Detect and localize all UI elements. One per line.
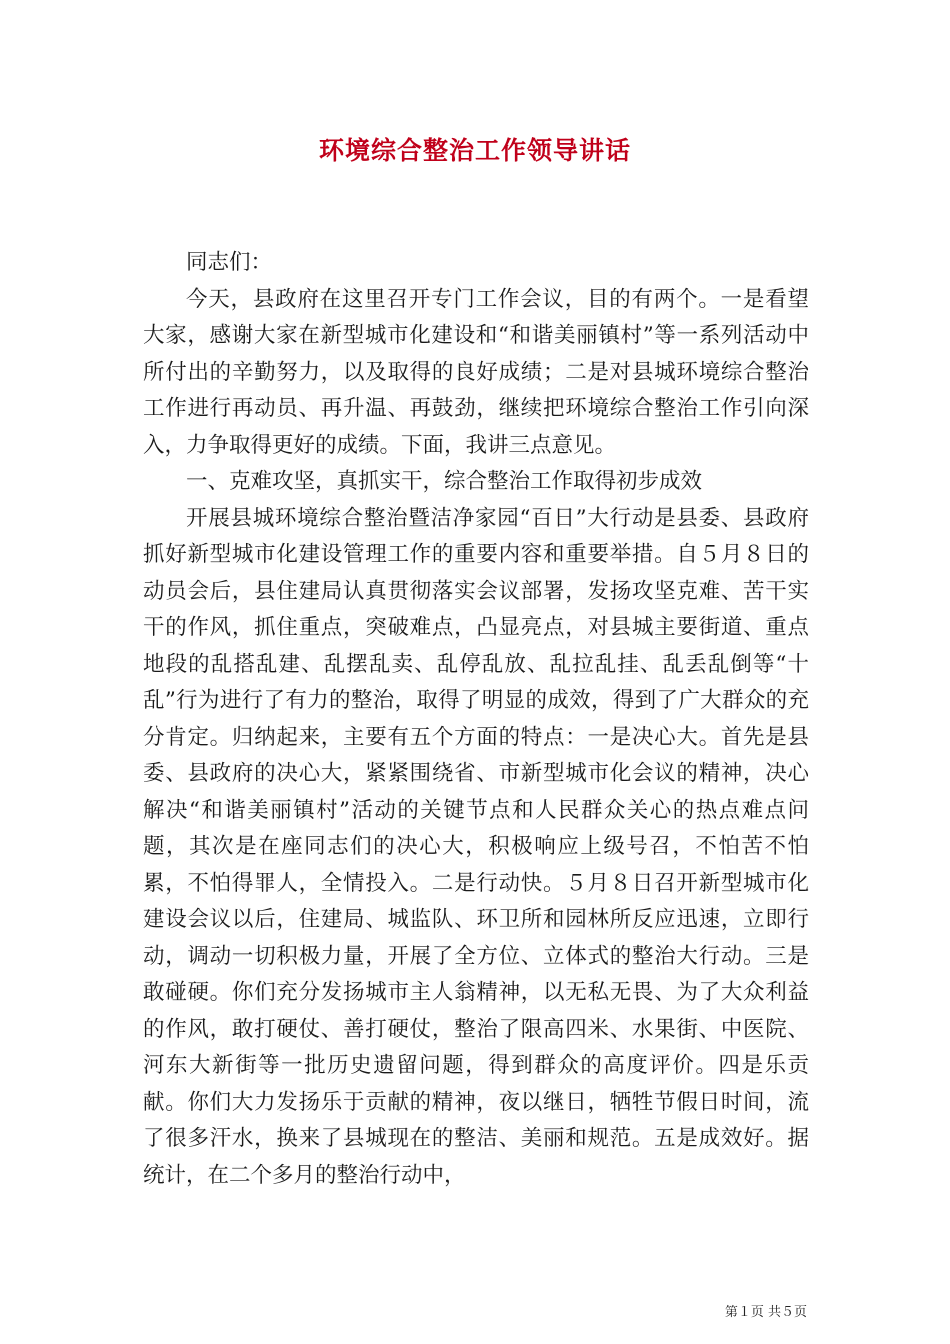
paragraph-achievements: 开展县城环境综合整治暨洁净家园“百日”大行动是县委、县政府抓好新型城市化建设管理工作的重要内容和重要举措。自５月８日的动员会后，县住建局认真贯彻落实会议部署，发扬攻坚克难、苦干实干的作风，抓住重点，突破难点，凸显亮点，对县城主要街道、重点地段的乱搭乱建、乱摆乱卖、乱停乱放、乱拉乱挂、乱丢乱倒等“十乱”行为进行了有力的整治，取得了明显的成效，得到了广大群众的充分肯定。归纳起来，主要有五个方面的特点：一是决心大。首先是县委、县政府的决心大，紧紧围绕省、市新型城市化会议的精神，决心解决“和谐美丽镇村”活动的关键节点和人民群众关心的热点难点问题，其次是在座同志们的决心大，积极响应上级号召，不怕苦不怕累，不怕得罪人，全情投入。二是行动快。５月８日召开新型城市化建设会议以后，住建局、城监队、环卫所和园林所反应迅速，立即行动，调动一切积极力量，开展了全方位、立体式的整治大行动。三是敢碰硬。你们充分发扬城市主人翁精神，以无私无畏、为了大众利益的作风，敢打硬仗、善打硬仗，整治了限高四米、水果街、中医院、河东大新街等一批历史遗留问题，得到群众的高度评价。四是乐贡献。你们大力发扬乐于贡献的精神，夜以继日，牺牲节假日时间，流了很多汗水，换来了县城现在的整洁、美丽和规范。五是成效好。据统计，在二个多月的整治行动中， [143, 505, 809, 1188]
paragraph-intro: 今天，县政府在这里召开专门工作会议，目的有两个。一是看望大家，感谢大家在新型城市化建设和“和谐美丽镇村”等一系列活动中所付出的辛勤努力，以及取得的良好成绩；二是对县城环境综合整治工作进行再动员、再升温、再鼓劲，继续把环境综合整治工作引向深入，力争取得更好的成绩。下面，我讲三点意见。 [143, 286, 809, 458]
page-title: 环境综合整治工作领导讲话 [318, 136, 631, 165]
page-number: 第１页 共５页 [724, 1305, 807, 1320]
document-body [143, 245, 809, 1194]
section-heading-1: 一、克难攻坚，真抓实干，综合整治工作取得初步成效 [186, 469, 703, 494]
salutation: 同志们： [186, 250, 273, 275]
